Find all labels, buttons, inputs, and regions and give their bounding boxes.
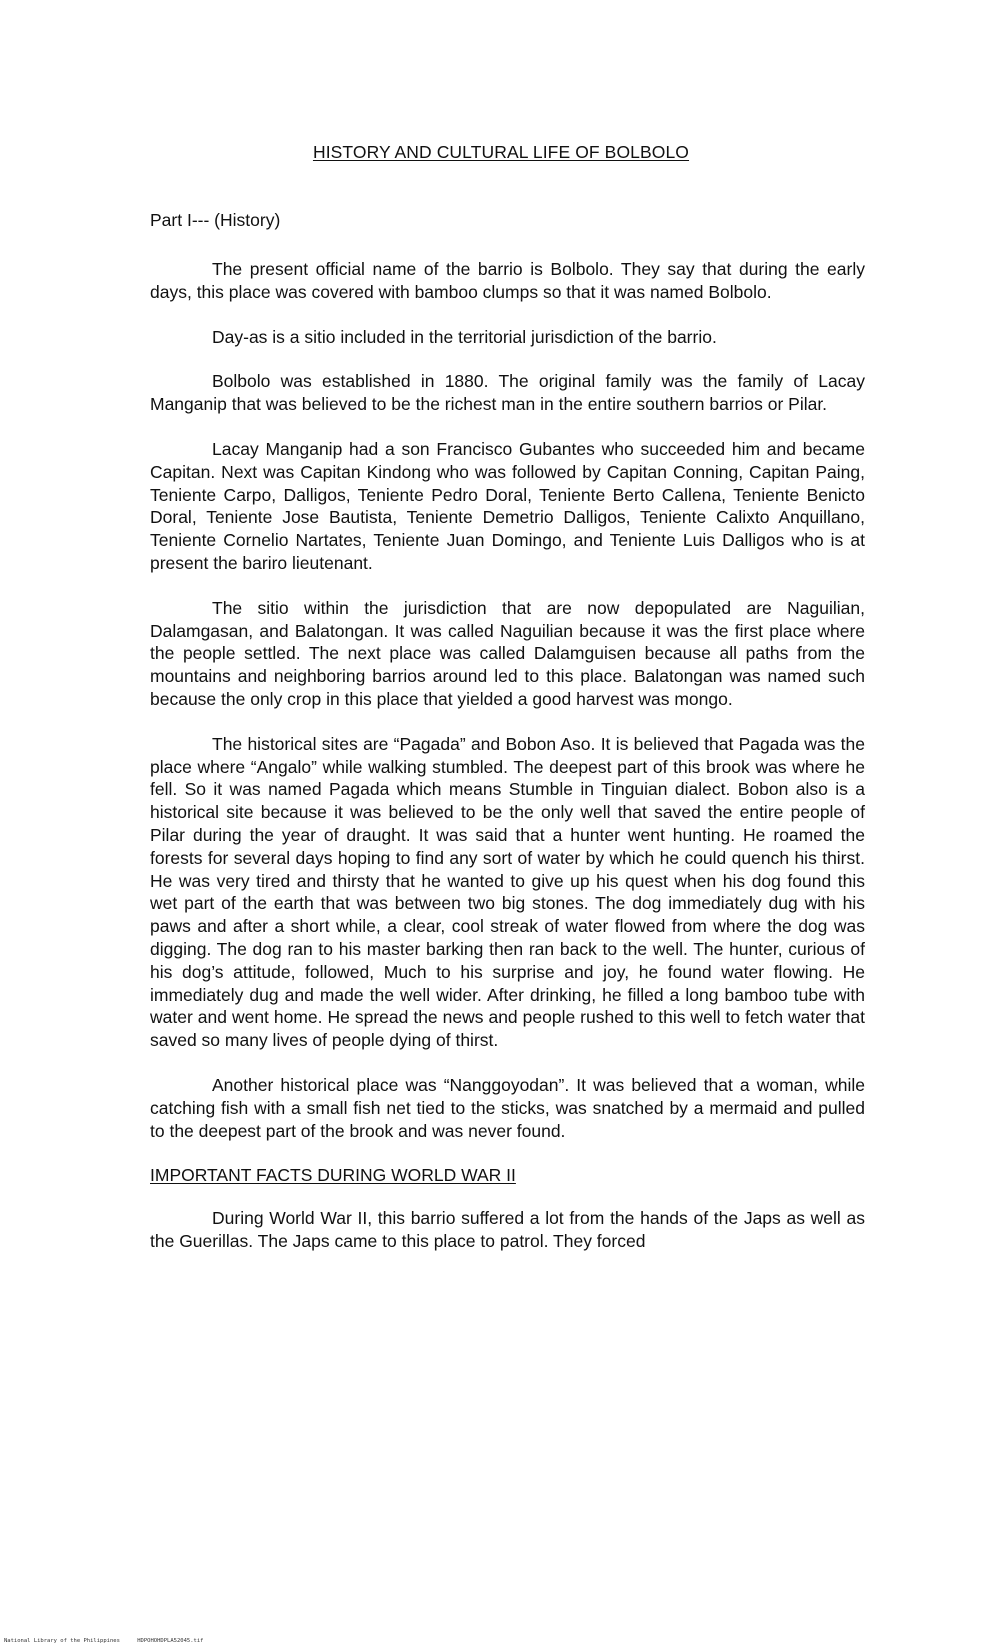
paragraph-name-origin: The present official name of the barrio is Bolbolo. They say that during the early days, this place was covered with bamboo clumps so that it was named Bolbolo.: [150, 259, 865, 302]
paragraph-establishment: Bolbolo was established in 1880. The original family was the family of Lacay Manganip that was believed to be the richest man in the entire southern barrios or Pilar.: [150, 371, 865, 415]
document-body: [150, 258, 865, 1275]
paragraph-depopulated-sitios: The sitio within the jurisdiction that are now depopulated are Naguilian, Dalamgasan, and Balatongan. It was called Naguilian because it was the first place where the people settled. The next place was called Dalamguisen because all paths from the mountains and neighboring barrios around led to this place. Balatongan was named such because the only crop in this place that yielded a good harvest was mongo.: [150, 597, 865, 709]
section-heading-world-war: IMPORTANT FACTS DURING WORLD WAR II: [150, 1165, 516, 1186]
paragraph-world-war: During World War II, this barrio suffered a lot from the hands of the Japs as well as the Guerillas. The Japs came to this place to patrol. They forced: [150, 1208, 865, 1251]
footer-library: National Library of the Philippines: [4, 1638, 120, 1644]
paragraph-historical-sites: The historical sites are “Pagada” and Bobon Aso. It is believed that Pagada was the place where “Angalo” while walking stumbled. The deepest part of this brook was where he fell. So it was named Pagada which means Stumble in Tinguian dialect. Bobon also is a historical site because it was believed to be the only well that saved the entire people of Pilar during the year of draught. It was said that a hunter went hunting. He roamed the forests for several days hoping to find any sort of water by which he could quench his thirst. He was very tired and thirsty that he wanted to give up his quest when his dog found this wet part of the earth that was between two big stones. The dog immediately dug with his paws and after a short while, a clear, cool streak of water flowed from where the dog was digging. The dog ran to his master barking then ran back to the well. The hunter, curious of his dog’s attitude, followed, Much to his surprise and joy, he found water flowing. He immediately dug and made the well wider. After drinking, he filled a long bamboo tube with water and went home. He spread the news and people rushed to this well to fetch water that saved so many lives of people dying of thirst.: [150, 733, 865, 1051]
scan-footer: [4, 1638, 203, 1644]
paragraph-leaders: Lacay Manganip had a son Francisco Gubantes who succeeded him and became Capitan. Next was Capitan Kindong who was followed by Capitan Conning, Capitan Paing, Teniente Carpo, Dalligos, Teniente Pedro Doral, Teniente Berto Callena, Teniente Benicto Doral, Teniente Jose Bautista, Teniente Demetrio Dalligos, Teniente Calixto Anquillano, Teniente Cornelio Nartates, Teniente Juan Domingo, and Teniente Luis Dalligos who is at present the bariro lieutenant.: [150, 438, 865, 573]
footer-file-code: HDPOHOHDPLA52045.tif: [137, 1638, 204, 1644]
part-heading: Part I--- (History): [150, 210, 281, 230]
paragraph-sitio: Day-as is a sitio included in the territorial jurisdiction of the barrio.: [212, 326, 717, 347]
paragraph-nanggoyodan: Another historical place was “Nanggoyodan”. It was believed that a woman, while catching fish with a small fish net tied to the sticks, was snatched by a mermaid and pulled to the deepest part of the brook and was never found.: [150, 1074, 865, 1141]
document-title-text: HISTORY AND CULTURAL LIFE OF BOLBOLO: [312, 142, 690, 162]
document-title: [0, 142, 1002, 163]
